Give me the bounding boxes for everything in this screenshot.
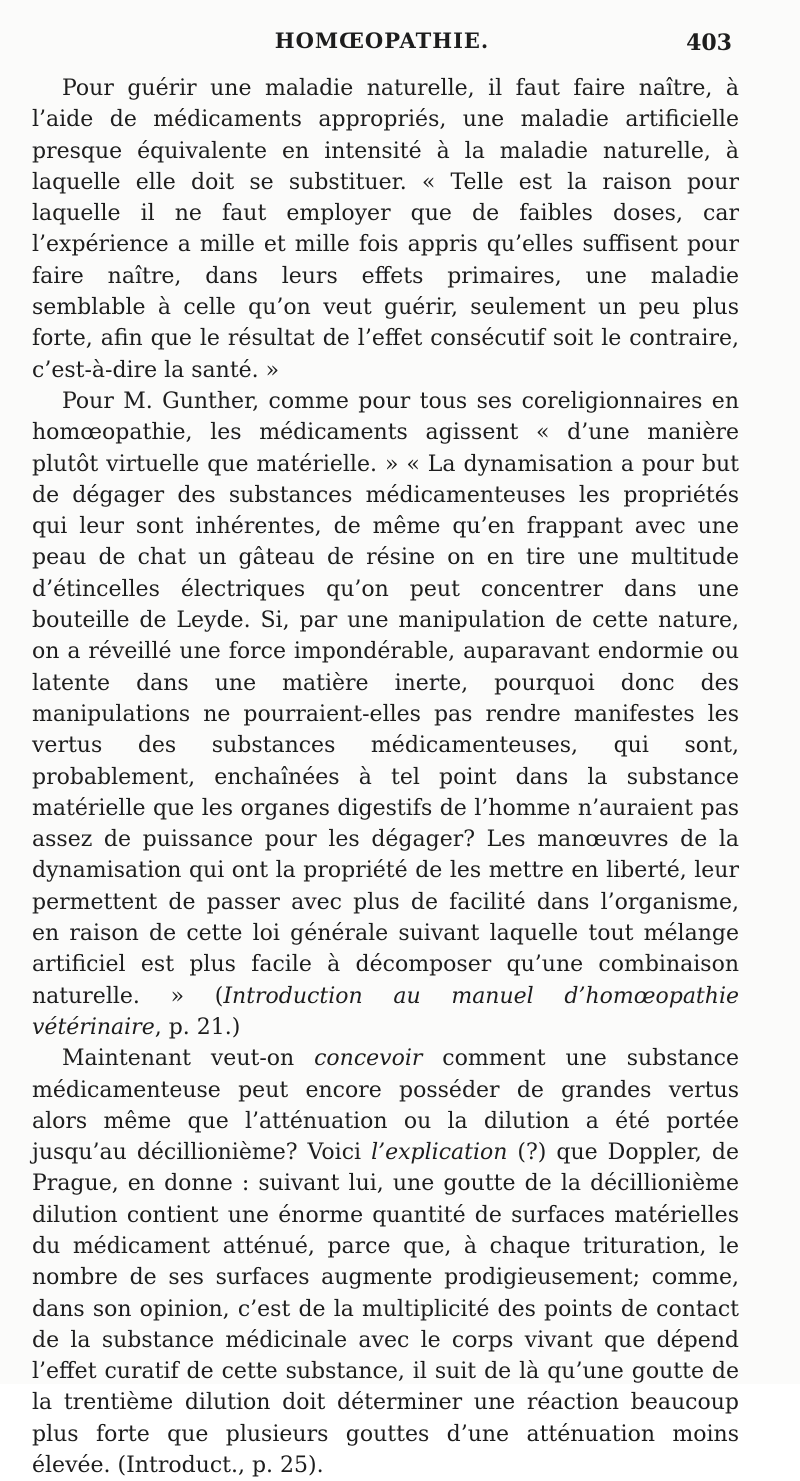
page-number: 403 xyxy=(686,30,732,56)
paragraph-3-text-c: (?) que Doppler, de Prague, en donne : suivant lui, une goutte de la décillionième dilution contient une énorme quantité de surfaces matérielles du médicament atténué, parce que, à chaque trituration, le nombre de ses surfaces augmente prodigieusement; comme, dans son opinion, c’est de la multiplicité des points de contact de la substance médicinale avec le corps vivant que dépend l’effet curatif de cette substance, il suit de là qu’une goutte de la trentième dilution doit déterminer une réaction beaucoup plus forte que plusieurs gouttes d’une atténuation moins élevée. (Introduct., p. 25). xyxy=(32,1140,739,1479)
paragraph-3-text-b: comment une substance médicamenteuse peut encore posséder de grandes vertus alors même que l’atténuation ou la dilution a été portée jusqu’au décillionième? Voici xyxy=(32,1046,739,1166)
paragraph-1 xyxy=(32,73,739,386)
paragraph-1-text: Pour guérir une maladie naturelle, il faut faire naître, à l’aide de médicaments appropriés, une maladie artificielle presque équivalente en intensité à la maladie naturelle, à laquelle elle doit se substituer. « Telle est la raison pour laquelle il ne faut employer que de faibles doses, car l’expérience a mille et mille fois appris qu’elles suffisent pour faire naître, dans leurs effets primaires, une maladie semblable à celle qu’on veut guérir, seulement un peu plus forte, afin que le résultat de l’effet consécutif soit le contraire, c’est-à-dire la santé. » xyxy=(32,76,739,383)
paragraph-2-text-a: Pour M. Gunther, comme pour tous ses coreligionnaires en homœopathie, les médicaments agissent « d’une manière plutôt virtuelle que matérielle. » « La dynamisation a pour but de dégager des substances médicamenteuses les propriétés qui leur sont inhérentes, de même qu’en frappant avec une peau de chat un gâteau de résine on en tire une multitude d’étincelles électriques qu’on peut concentrer dans une bouteille de Leyde. Si, par une manipulation de cette nature, on a réveillé une force impondérable, auparavant endormie ou latente dans une matière inerte, pourquoi donc des manipulations ne pourraient-elles pas rendre manifestes les vertus des substances médicamenteuses, qui sont, probablement, enchaînées à tel point dans la substance matérielle que les organes digestifs de l’homme n’auraient pas assez de puissance pour les dégager? Les manœuvres de la dynamisation qui ont la propriété de les mettre en liberté, leur permettent de passer avec plus de facilité dans l’organisme, en raison de cette loi générale suivant laquelle tout mélange artificiel est plus facile à décomposer qu’une combinaison naturelle. » ( xyxy=(32,388,739,1009)
paragraph-2-text-b: , p. 21.) xyxy=(154,1014,241,1040)
running-head-title: HOMŒOPATHIE. xyxy=(274,28,490,53)
paragraph-3-italic-concevoir: concevoir xyxy=(314,1046,423,1072)
running-head xyxy=(32,20,732,60)
body-text xyxy=(32,73,739,1481)
paragraph-3 xyxy=(32,1043,739,1481)
paragraph-3-text-a: Maintenant veut-on xyxy=(62,1046,315,1072)
paragraph-2 xyxy=(32,386,739,1043)
paragraph-2-italic-reference: Introduction au manuel d’homœopathie vétérinaire xyxy=(32,983,740,1040)
paragraph-3-italic-explication: l’explication xyxy=(371,1140,508,1166)
